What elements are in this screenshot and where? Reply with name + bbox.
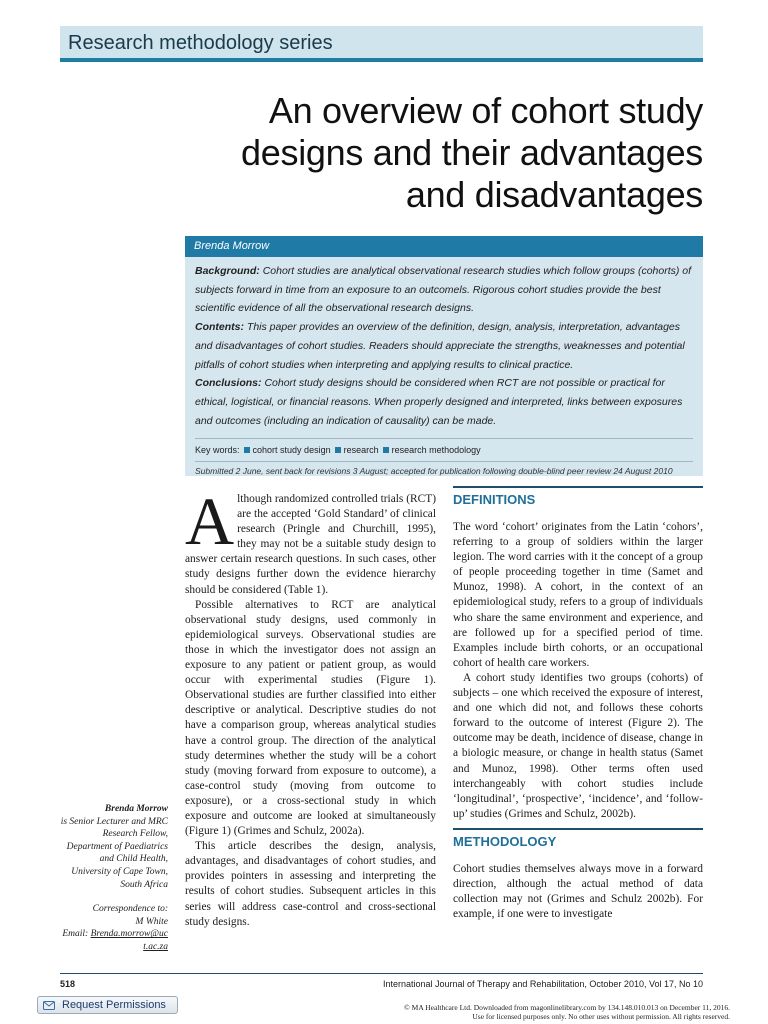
author-sidebar <box>60 803 168 954</box>
body-paragraph: This article describes the design, analysis, advantages, and disadvantages of cohort studies, and provides pointers in assessing and interpreting the results of cohort studies. Subsequent articles in this series will address case-control and cross-sectional study designs. <box>185 840 436 928</box>
abstract-background: Background: Cohort studies are analytical observational research studies which follow groups (cohorts) of subjects forward in time from an exposure to an outcomels. Rigorous cohort studies provide the best scientific evidence of all the observational research designs. <box>195 265 692 315</box>
dropcap: A <box>185 483 235 559</box>
abstract-contents: Contents: This paper provides an overview of the definition, design, analysis, interpretation, advantages and disadvantages of cohort studies. Readers should appreciate the strengths, weaknesses and potential pitfalls of cohort studies when interpreting and applying results to clinical practice. <box>195 321 685 371</box>
keyword: research methodology <box>391 445 481 456</box>
article-title <box>143 90 703 216</box>
series-title: Research methodology series <box>68 32 333 54</box>
title-line-1: An overview of cohort study <box>268 90 703 131</box>
page-footer <box>60 973 703 989</box>
page-number: 518 <box>60 979 76 989</box>
abstract-body <box>185 257 703 430</box>
sidebar-email: Email: Brenda.morrow@uct.ac.za <box>62 929 168 952</box>
body-paragraph: The word ‘cohort’ originates from the Latin ‘cohors’, referring to a group of soldiers within the larger legion. The word carries with it the concept of a group of people proceeding together in time (Samet and Munoz, 1998). A cohort, in the context of an epidemiological study, refers to a group of individuals who share the same environment and experience, and are followed up for a specified period of time. Examples include birth cohorts, or an occupational cohort of health care workers. <box>453 521 703 669</box>
definitions-heading: DEFINITIONS <box>453 486 703 514</box>
abstract-author: Brenda Morrow <box>185 236 703 257</box>
methodology-heading: METHODOLOGY <box>453 828 703 856</box>
bullet-square-icon <box>335 447 341 453</box>
copyright-notice: © MA Healthcare Ltd. Downloaded from magonlinelibrary.com by 134.148.010.013 on December 11, 2016. Use for licensed purposes only. No other uses without permission. All rights reserved. <box>404 1003 730 1021</box>
abstract-conclusions: Conclusions: Cohort study designs should be considered when RCT are not possible or practical for ethical, logistical, or financial reasons. When properly designed and interpreted, links between exposures and outcomes (including an indication of causality) can be made. <box>195 377 683 427</box>
bullet-square-icon <box>383 447 389 453</box>
body-paragraph: Cohort studies themselves always move in a forward direction, although the actual method of data collection may not (Grimes and Schulz 2002b). For example, if one were to investigate <box>453 862 703 921</box>
sidebar-affiliation: is Senior Lecturer and MRC Research Fellow, Department of Paediatrics and Child Health, University of Cape Town, South Africa <box>60 816 168 890</box>
sidebar-correspondence-label: Correspondence to: <box>92 904 168 915</box>
body-paragraph: Possible alternatives to RCT are analytical observational study designs, used commonly in epidemiological surveys. Observational studies are those in which the investigator does not assign an exposure to any patient or patient group, as would occur with experimental studies (Figure 1). Observational studies are further classified into either descriptive or analytical. Descriptive studies do not have a comparison group, whereas analytical studies have a control group. The direction of the analytical study determines whether the study will be a cohort study (moving forward from exposure to outcome), a case-control study (moving from outcome to exposure), or a cross-sectional study in which exposure and outcome are looked at simultaneously (Figure 1) (Grimes and Schulz, 2002a). <box>185 598 436 838</box>
title-line-3: and disadvantages <box>405 174 703 215</box>
right-text-column <box>453 486 703 922</box>
keywords-label: Key words: <box>195 445 240 456</box>
email-link[interactable]: Brenda.morrow@uct.ac.za <box>90 929 168 952</box>
left-text-column <box>185 483 436 930</box>
abstract-box <box>185 236 703 476</box>
submission-history: Submitted 2 June, sent back for revisions 3 August; accepted for publication following double-blind peer review 24 August 2010 <box>195 461 693 476</box>
body-paragraph: A cohort study identifies two groups (cohorts) of subjects – one which received the exposure of interest, and one which did not, and follows these cohorts forward to the outcome of interest (Figure 2). The outcome may be death, incidence of disease, change in a biologic measure, or change in health status (Samet and Munoz, 1998). Other terms often used interchangeably with cohort studies include ‘longitudinal’, ‘prospective’, ‘incidence’, and ‘follow-up’ studies (Grimes and Schulz, 2002b). <box>453 671 703 820</box>
title-line-2: designs and their advantages <box>241 132 703 173</box>
sidebar-correspondence-name: M White <box>135 916 168 927</box>
intro-paragraph: Although randomized controlled trials (RCT) are the accepted ‘Gold Standard’ of clinical research (Pringle and Churchill, 1995), they may not be a suitable study design to answer certain research questions. In such cases, other study designs further down the evidence hierarchy should be considered (Table 1). <box>185 483 436 596</box>
keywords-line <box>195 438 693 457</box>
keyword: cohort study design <box>252 445 331 456</box>
permissions-icon <box>43 1000 55 1011</box>
keyword: research <box>343 445 379 456</box>
journal-citation: International Journal of Therapy and Rehabilitation, October 2010, Vol 17, No 10 <box>382 979 703 989</box>
request-permissions-label: Request Permissions <box>62 999 166 1011</box>
bullet-square-icon <box>244 447 250 453</box>
series-header-bar <box>60 26 703 62</box>
request-permissions-button[interactable] <box>37 996 178 1014</box>
sidebar-author-name: Brenda Morrow <box>104 804 168 814</box>
